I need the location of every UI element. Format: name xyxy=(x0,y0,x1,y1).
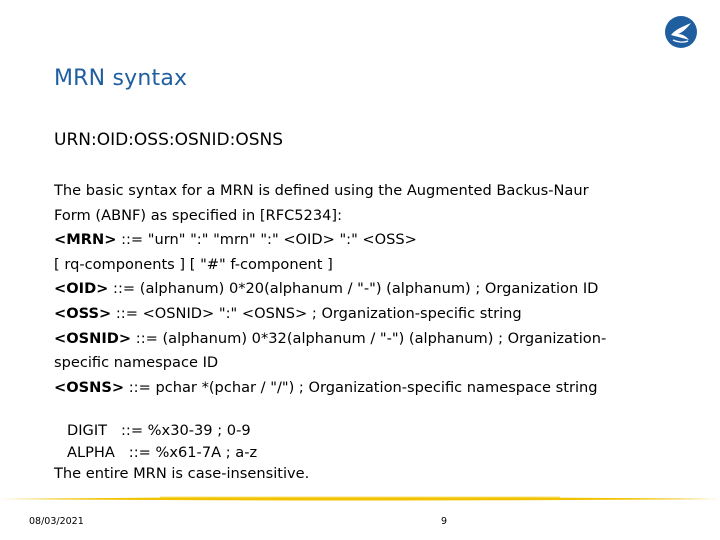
oss-term: <OSS> xyxy=(54,304,112,322)
osns-rule xyxy=(54,376,694,401)
urn-pattern-heading: URN:OID:OSS:OSNID:OSNS xyxy=(54,130,284,150)
footer-date: 08/03/2021 xyxy=(29,516,84,527)
mrn-term: <MRN> xyxy=(54,231,117,249)
bird-globe-icon xyxy=(664,15,698,49)
case-insensitive-note: The entire MRN is case-insensitive. xyxy=(54,465,310,482)
oid-definition: ::= (alphanum) 0*20(alphanum / "-") (alphanum) ; Organization ID xyxy=(108,280,599,298)
mrn-rule-continuation: [ rq-components ] [ "#" f-component ] xyxy=(54,255,333,273)
osnid-rule-continuation: specific namespace ID xyxy=(54,354,219,372)
mrn-rule xyxy=(54,228,694,253)
alpha-definition: ALPHA ::= %x61-7A ; a-z xyxy=(67,443,258,461)
page-title: MRN syntax xyxy=(54,66,188,91)
oss-rule xyxy=(54,302,694,327)
intro-line-2: Form (ABNF) as specified in [RFC5234]: xyxy=(54,206,343,224)
page-number: 9 xyxy=(441,516,448,527)
mrn-definition: ::= "urn" ":" "mrn" ":" <OID> ":" <OSS> xyxy=(116,231,417,249)
abnf-syntax-paragraph xyxy=(54,179,694,400)
oid-rule xyxy=(54,277,694,302)
footer-divider xyxy=(0,494,720,504)
osns-definition: ::= pchar *(pchar / "/") ; Organization-specific namespace string xyxy=(124,378,598,396)
osnid-definition: ::= (alphanum) 0*32(alphanum / "-") (alphanum) ; Organization- xyxy=(131,329,607,347)
osns-term: <OSNS> xyxy=(54,378,125,396)
digit-definition: DIGIT ::= %x30-39 ; 0-9 xyxy=(67,422,251,439)
oid-term: <OID> xyxy=(54,280,109,298)
osnid-term: <OSNID> xyxy=(54,329,132,347)
intro-line-1: The basic syntax for a MRN is defined using the Augmented Backus-Naur xyxy=(54,182,589,199)
definitions-block xyxy=(54,420,694,485)
oss-definition: ::= <OSNID> ":" <OSNS> ; Organization-specific string xyxy=(111,304,522,322)
osnid-rule xyxy=(54,327,694,352)
